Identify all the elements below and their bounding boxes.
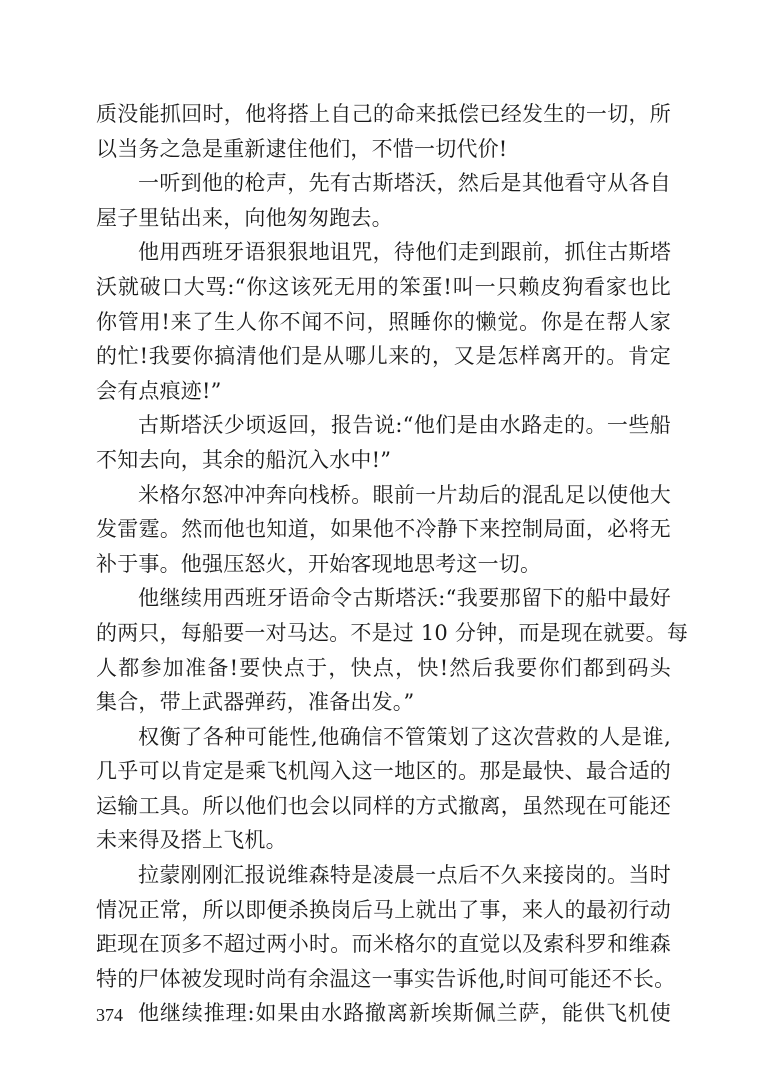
text-line: 补于事。他强压怒火，开始客现地思考这一切。 [96,551,542,576]
book-page-body [96,97,689,1031]
text-line: 沃就破口大骂:“你这该死无用的笨蛋!叫一只赖皮狗看家也比 [96,274,671,299]
text-line: 以当务之急是重新逮住他们，不惜一切代价! [96,136,508,161]
text-line: 屋子里钻出来，向他匆匆跑去。 [96,205,393,230]
text-line: 质没能抓回时，他将搭上自己的命来抵偿已经发生的一切，所 [96,102,671,126]
text-line: 距现在顶多不超过两小时。而米格尔的直觉以及索科罗和维森 [96,932,671,957]
text-line: 他继续推理:如果由水路撤离新埃斯佩兰萨，能供飞机使 [138,1001,671,1026]
text-line: 你管用!来了生人你不闻不问，照睡你的懒觉。你是在帮人家 [96,309,671,334]
page-number: 374 [96,1005,123,1025]
text-line: 一听到他的枪声，先有古斯塔沃，然后是其他看守从各自 [138,171,671,196]
text-line: 的两只，每船要一对马达。不是过 10 分钟，而是现在就要。每 [96,620,689,645]
text-line: 会有点痕迹!” [96,378,222,403]
text-line: 拉蒙刚刚汇报说维森特是凌晨一点后不久来接岗的。当时 [138,863,671,888]
text-line: 发雷霆。然而他也知道，如果他不冷静下来控制局面，必将无 [96,517,671,542]
text-line: 米格尔怒冲冲奔向栈桥。眼前一片劫后的混乱足以使他大 [138,482,671,507]
text-line: 他继续用西班牙语命令古斯塔沃:“我要那留下的船中最好 [138,586,671,611]
text-line: 集合，带上武器弹药，准备出发。” [96,690,415,715]
text-line: 的忙!我要你搞清他们是从哪儿来的，又是怎样离开的。肯定 [96,344,671,369]
text-line: 情况正常，所以即便杀换岗后马上就出了事，来人的最初行动 [96,897,671,922]
text-line: 他用西班牙语狠狠地诅咒，待他们走到跟前，抓住古斯塔 [138,240,671,265]
text-line: 几乎可以肯定是乘飞机闯入这一地区的。那是最快、最合适的 [96,759,671,784]
text-line: 不知去向，其余的船沉入水中!” [96,447,392,472]
text-line: 运输工具。所以他们也会以同样的方式撤离，虽然现在可能还 [96,793,671,818]
text-line: 未来得及搭上飞机。 [96,828,287,853]
text-line: 权衡了各种可能性,他确信不管策划了这次营救的人是谁, [138,724,671,749]
text-line: 古斯塔沃少顷返回，报告说:“他们是由水路走的。一些船 [138,413,671,438]
text-line: 特的尸体被发现时尚有余温这一事实告诉他,时间可能还不长。 [96,966,676,991]
text-line: 人都参加准备!要快点于，快点，快!然后我要你们都到码头 [96,655,671,680]
